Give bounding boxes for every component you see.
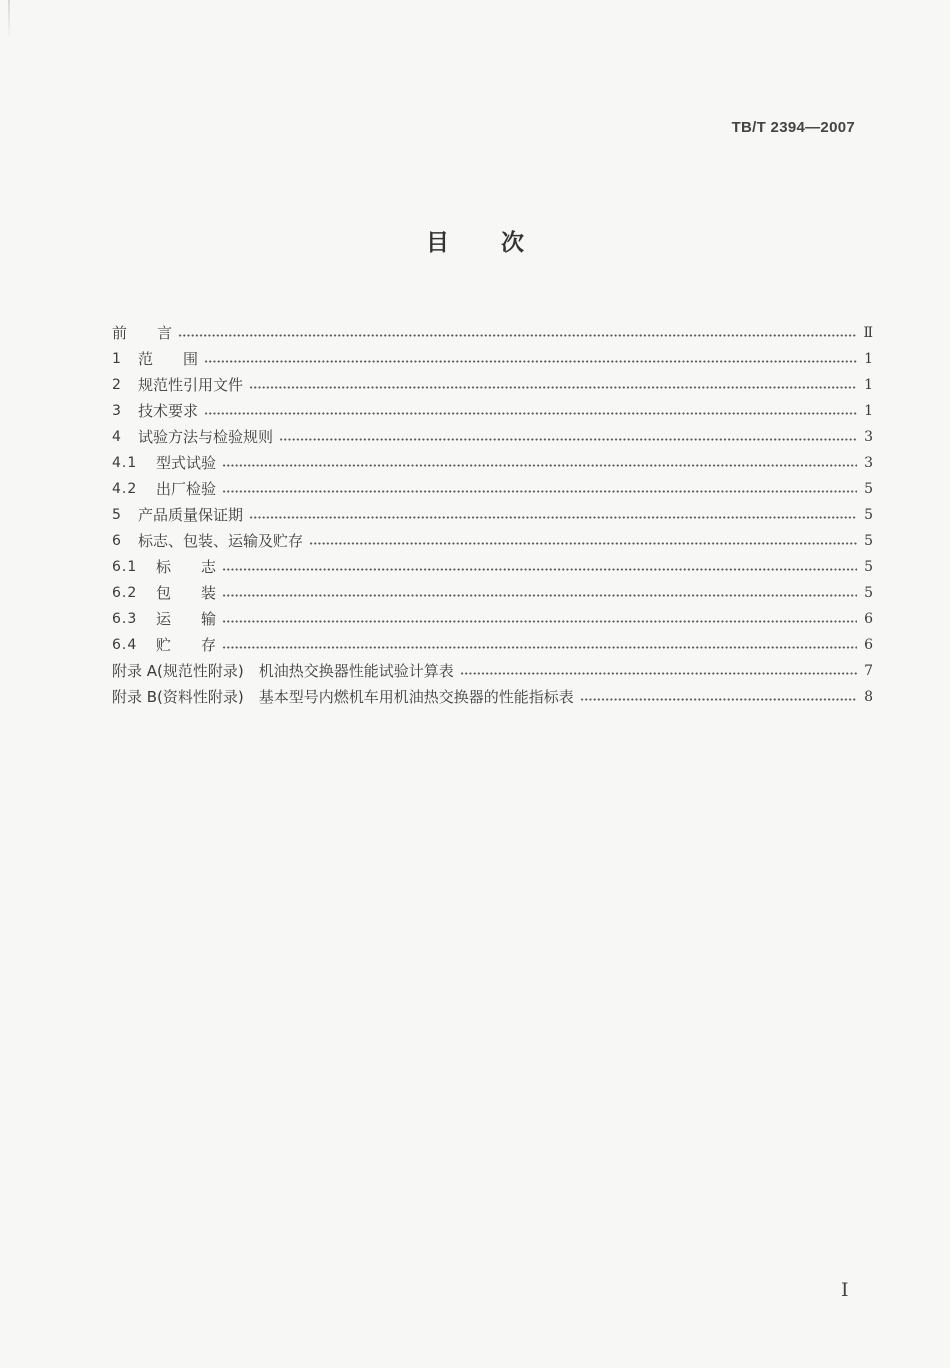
toc-entry-page: 3 xyxy=(864,429,873,445)
dot-leader xyxy=(309,541,857,546)
toc-entry-label: 前 言 xyxy=(112,324,173,342)
toc-entry-label: 标志、包装、运输及贮存 xyxy=(138,532,304,550)
toc-entry-6-2[interactable] xyxy=(112,577,873,603)
toc-entry-appendix-b[interactable] xyxy=(112,681,873,707)
toc-entry-page: 5 xyxy=(864,533,873,549)
toc-entry-label: 规范性引用文件 xyxy=(138,376,244,394)
toc-entry-label: 标 志 xyxy=(156,558,217,576)
dot-leader xyxy=(204,359,857,364)
toc-entry-number: 6.2 xyxy=(112,585,138,601)
dot-leader xyxy=(222,645,857,650)
toc-entry-label: 技术要求 xyxy=(138,402,199,420)
toc-entry-number: 1 xyxy=(112,351,122,367)
toc-entry-label: 试验方法与检验规则 xyxy=(138,428,274,446)
toc-entry-number: 4.2 xyxy=(112,481,138,497)
toc-entry-number: 4.1 xyxy=(112,455,138,471)
toc-entry-1[interactable] xyxy=(112,343,873,369)
page-number: I xyxy=(841,1279,849,1301)
toc-entry-label: 贮 存 xyxy=(156,636,217,654)
toc-entry-page: 3 xyxy=(864,455,873,471)
toc-entry-label: 附录 A(规范性附录) 机油热交换器性能试验计算表 xyxy=(112,662,454,680)
toc-entry-number: 6.1 xyxy=(112,559,138,575)
dot-leader xyxy=(178,333,857,338)
document-code: TB/T 2394—2007 xyxy=(731,119,855,136)
toc-entry-page: 5 xyxy=(864,559,873,575)
toc-entry-page: 1 xyxy=(864,351,873,367)
toc-entry-6-4[interactable] xyxy=(112,629,873,655)
toc-entry-number: 2 xyxy=(112,377,122,393)
toc-entry-appendix-a[interactable] xyxy=(112,655,873,681)
toc-entry-page: 7 xyxy=(864,663,873,679)
dot-leader xyxy=(222,489,857,494)
toc-entry-4-1[interactable] xyxy=(112,447,873,473)
toc-entry-label: 产品质量保证期 xyxy=(138,506,244,524)
table-of-contents xyxy=(112,317,873,707)
toc-entry-number: 6 xyxy=(112,533,122,549)
toc-entry-number: 5 xyxy=(112,507,122,523)
toc-entry-3[interactable] xyxy=(112,395,873,421)
scan-artifact xyxy=(8,0,10,40)
toc-entry-page: 5 xyxy=(864,585,873,601)
toc-entry-label: 附录 B(资料性附录) 基本型号内燃机车用机油热交换器的性能指标表 xyxy=(112,688,574,706)
toc-entry-4[interactable] xyxy=(112,421,873,447)
toc-entry-page: 1 xyxy=(864,377,873,393)
toc-title-char-2: 次 xyxy=(501,230,524,256)
toc-entry-page: 5 xyxy=(864,507,873,523)
toc-title xyxy=(0,224,950,257)
toc-entry-6-3[interactable] xyxy=(112,603,873,629)
toc-entry-page: 8 xyxy=(864,689,873,705)
dot-leader xyxy=(580,697,857,702)
dot-leader xyxy=(204,411,857,416)
toc-entry-page: 5 xyxy=(864,481,873,497)
dot-leader xyxy=(249,515,857,520)
toc-entry-label: 范 围 xyxy=(138,350,199,368)
dot-leader xyxy=(460,671,857,676)
toc-entry-page: 6 xyxy=(864,637,873,653)
toc-entry-6-1[interactable] xyxy=(112,551,873,577)
toc-entry-number: 3 xyxy=(112,403,122,419)
toc-entry-6[interactable] xyxy=(112,525,873,551)
dot-leader xyxy=(222,463,857,468)
toc-entry-page: Ⅱ xyxy=(863,325,873,341)
dot-leader xyxy=(222,619,857,624)
toc-entry-page: 1 xyxy=(864,403,873,419)
toc-entry-label: 包 装 xyxy=(156,584,217,602)
dot-leader xyxy=(249,385,857,390)
dot-leader xyxy=(279,437,857,442)
toc-title-char-1: 目 xyxy=(426,230,449,256)
toc-entry-2[interactable] xyxy=(112,369,873,395)
toc-entry-foreword[interactable] xyxy=(112,317,873,343)
dot-leader xyxy=(222,567,857,572)
toc-entry-5[interactable] xyxy=(112,499,873,525)
dot-leader xyxy=(222,593,857,598)
toc-entry-label: 型式试验 xyxy=(156,454,217,472)
toc-entry-number: 4 xyxy=(112,429,122,445)
toc-entry-label: 出厂检验 xyxy=(156,480,217,498)
toc-entry-4-2[interactable] xyxy=(112,473,873,499)
toc-entry-number: 6.4 xyxy=(112,637,138,653)
toc-entry-page: 6 xyxy=(864,611,873,627)
toc-entry-number: 6.3 xyxy=(112,611,138,627)
toc-entry-label: 运 输 xyxy=(156,610,217,628)
